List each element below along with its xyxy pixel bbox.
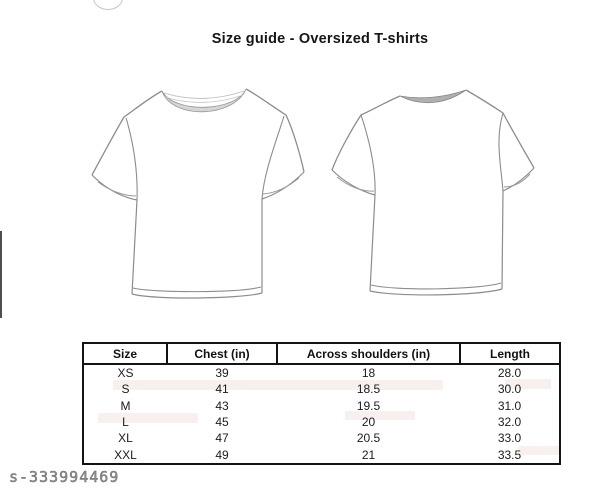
chest-cell: 41: [215, 382, 229, 397]
tshirt-front-diagram: [84, 84, 306, 302]
column-header-length: Length: [460, 343, 560, 364]
chest-cell: 43: [215, 398, 229, 413]
size-cell: XS: [117, 366, 134, 381]
size-cell: L: [122, 415, 129, 430]
table-row-s: [83, 381, 560, 397]
shoulders-cell: 20: [361, 415, 376, 430]
length-cell: 33.0: [497, 431, 522, 446]
table-row-xl: [83, 430, 560, 446]
size-cell: XXL: [114, 447, 137, 462]
chest-cell: 45: [215, 415, 229, 430]
column-header-size: Size: [83, 343, 167, 364]
table-row-xxl: [83, 446, 560, 463]
chest-cell: 49: [215, 447, 229, 462]
tshirt-back-diagram: [330, 84, 544, 298]
shoulders-cell: 18: [361, 366, 376, 381]
column-header-chest: Chest (in): [167, 343, 277, 364]
table-row-xs: [83, 364, 560, 381]
catalog-id-watermark: s-333994469: [9, 468, 120, 486]
page-title: Size guide - Oversized T-shirts: [211, 31, 429, 47]
length-cell: 31.0: [497, 398, 522, 413]
table-row-m: [83, 398, 560, 414]
size-table-header-row: [83, 343, 560, 364]
shoulders-cell: 18.5: [356, 382, 381, 397]
shoulders-cell: 19.5: [356, 398, 381, 413]
chest-cell: 39: [215, 366, 229, 381]
column-header-across-shoulders: Across shoulders (in): [277, 343, 460, 364]
size-cell: XL: [118, 431, 133, 446]
shoulders-cell: 21: [361, 447, 376, 462]
left-edge-line-artifact: [0, 231, 2, 318]
length-cell: 32.0: [497, 415, 522, 430]
chest-cell: 47: [215, 431, 229, 446]
length-cell: 28.0: [497, 366, 522, 381]
size-table: [82, 342, 561, 465]
shoulders-cell: 20.5: [356, 431, 381, 446]
length-cell: 30.0: [497, 382, 522, 397]
size-cell: M: [120, 398, 131, 413]
cropped-circle-artifact: [93, 0, 123, 10]
size-cell: S: [121, 382, 130, 397]
table-row-l: [83, 414, 560, 430]
length-cell: 33.5: [497, 447, 522, 462]
